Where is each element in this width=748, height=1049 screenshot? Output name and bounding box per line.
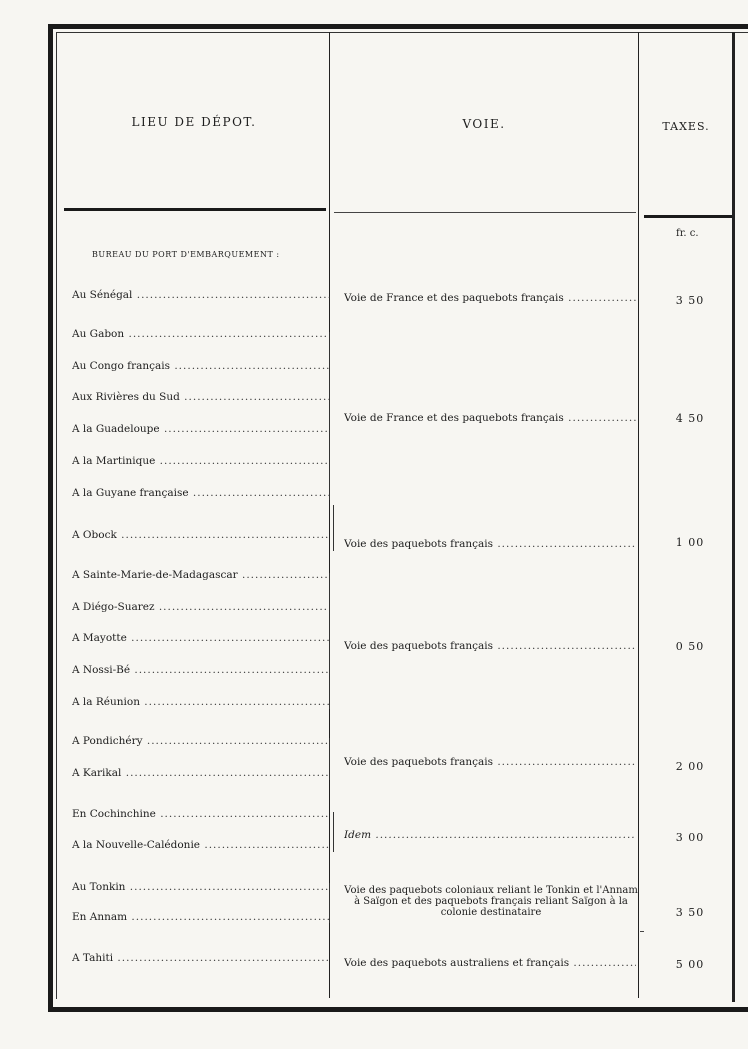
inner-frame [56,32,748,999]
place-row: En Annam ..... [72,911,330,923]
route-text: Voie des paquebots australiens et français ..... [344,957,636,969]
unit-label: fr. c. [676,228,699,239]
route-text: Voie des paquebots coloniaux reliant le Tonkin et l'Annam à Saïgon et des paquebots français reliant Saïgon à la colonie destinataire [344,885,638,918]
route-text: Voie de France et des paquebots français ..... [344,412,636,424]
header-lieu: LIEU DE DÉPOT. [131,115,257,129]
header-rule-lieu [64,208,326,211]
header-voie: VOIE. [462,117,506,131]
route-text: Voie des paquebots français ..... [344,538,636,550]
place-row: A Nossi-Bé ..... [72,664,330,676]
place-row: A Diégo-Suarez ..... [72,601,330,613]
place-row: Aux Rivières du Sud ..... [72,391,330,403]
tax-value: 4 50 [675,412,705,425]
route-text: Voie des paquebots français ..... [344,640,636,652]
place-row: A la Martinique ..... [72,455,330,467]
header-taxes: TAXES. [662,120,710,133]
column-divider-taxes [638,32,639,998]
group-brace [323,883,330,923]
place-row: A la Guadeloupe ..... [72,423,330,435]
right-edge-rule [732,32,735,1002]
group-brace [333,505,340,551]
tax-value: 3 00 [675,831,705,844]
subheading: BUREAU DU PORT D'EMBARQUEMENT : [92,250,280,259]
header-rule-taxes [644,215,732,218]
group-brace [333,812,340,852]
group-brace [323,332,330,500]
tax-value: 0 50 [675,640,705,653]
group-brace [323,738,330,780]
place-row: A Tahiti ..... [72,952,330,964]
place-row: A la Guyane française ..... [72,487,330,499]
route-text: Voie de France et des paquebots français ..... [344,292,636,304]
route-text: Idem ..... [344,829,636,841]
group-brace [323,573,330,709]
place-row: A Karikal ..... [72,767,330,779]
tax-value: 3 50 [675,906,705,919]
route-separator [640,931,644,932]
place-row: A Mayotte ..... [72,632,330,644]
place-row: A la Réunion ..... [72,696,330,708]
place-row: En Cochinchine ..... [72,808,330,820]
place-row: Au Congo français ..... [72,360,330,372]
header-rule-voie [334,212,636,213]
place-row: A la Nouvelle-Calédonie ..... [72,839,330,851]
place-row: Au Gabon ..... [72,328,330,340]
route-text: Voie des paquebots français ..... [344,756,636,768]
place-row: A Pondichéry ..... [72,735,330,747]
place-row: A Sainte-Marie-de-Madagascar ..... [72,569,330,581]
place-row: Au Sénégal ..... [72,289,330,301]
column-divider-voie [329,32,330,998]
tax-value: 2 00 [675,760,705,773]
place-row: Au Tonkin ..... [72,881,330,893]
tax-value: 5 00 [675,958,705,971]
tax-value: 1 00 [675,536,705,549]
place-row: A Obock ..... [72,529,330,541]
tax-value: 3 50 [675,294,705,307]
